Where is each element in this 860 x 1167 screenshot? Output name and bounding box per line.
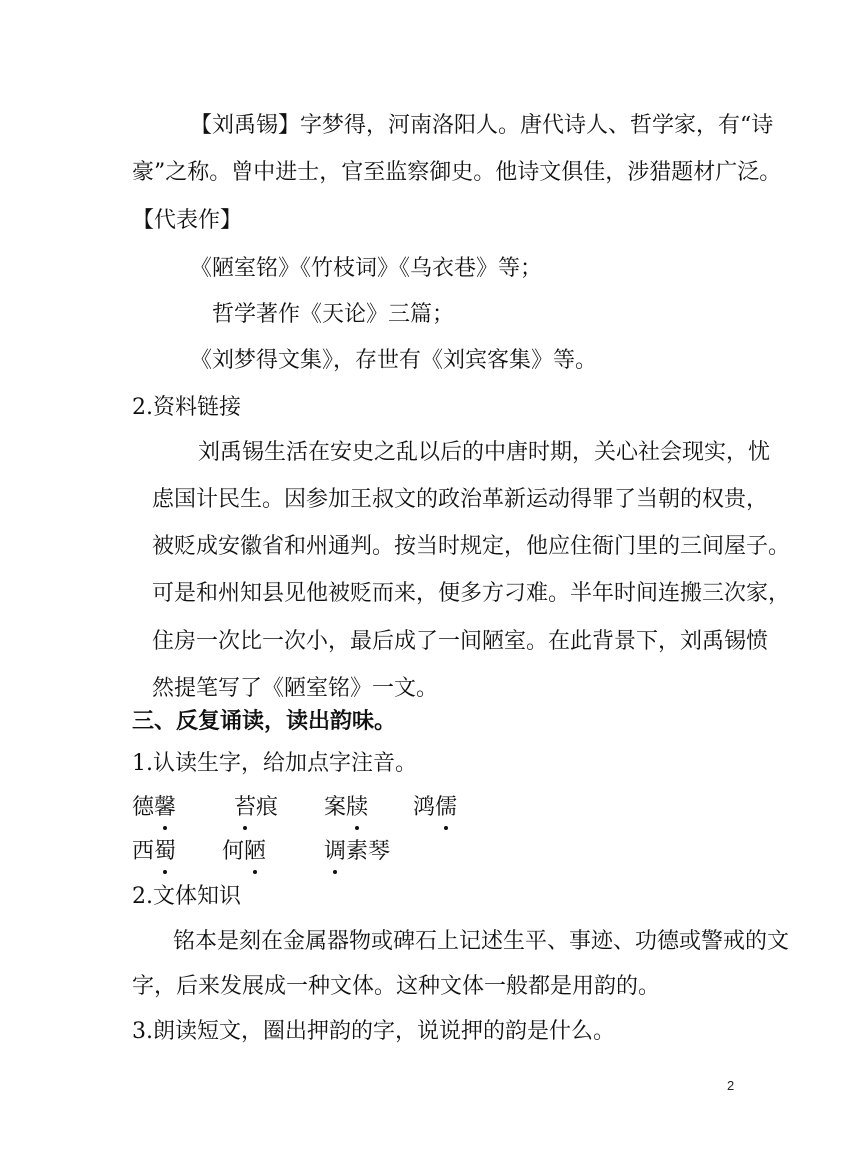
genre-line-2: 字，后来发展成一种文体。这种文体一般都是用韵的。: [132, 974, 661, 999]
dotted-char: 牍: [346, 793, 368, 823]
vocab-char: 德: [132, 795, 155, 820]
vocab-word-2: [234, 793, 278, 823]
vocab-char: 案: [324, 795, 347, 820]
vocab-word-6: [222, 837, 266, 867]
dotted-char: 儒: [435, 793, 457, 823]
dotted-char: 苔: [234, 793, 256, 823]
background-line-4: 可是和州知县见他被贬而来，便多方刁难。半年时间连搬三次家，: [152, 581, 791, 606]
vocab-char: 素琴: [346, 839, 391, 864]
section-3-sub-1: 1.认读生字，给加点字注音。: [132, 751, 417, 776]
vocab-word-3: [324, 793, 368, 823]
background-line-2: 虑国计民生。因参加王叔文的政治革新运动得罪了当朝的权贵，: [152, 487, 769, 512]
bio-line-2: 豪”之称。曾中进士，官至监察御史。他诗文俱佳，涉猎题材广泛。: [132, 160, 782, 185]
background-line-1: 刘禹锡生活在安史之乱以后的中唐时期，关心社会现实，忧: [198, 440, 771, 465]
works-item-2: 哲学著作《天论》三篇；: [212, 302, 455, 327]
background-heading: 2.资料链接: [132, 395, 241, 420]
vocab-char: 何: [222, 839, 245, 864]
works-heading: 【代表作】: [132, 208, 243, 233]
vocab-word-5: [132, 837, 176, 867]
vocab-char: 痕: [256, 795, 279, 820]
section-3-heading: 三、反复诵读，读出韵味。: [132, 708, 397, 734]
background-line-3: 被贬成安徽省和州通判。按当时规定，他应住衙门里的三间屋子。: [152, 534, 791, 559]
vocab-word-4: [413, 793, 457, 823]
section-3-sub-3: 3.朗读短文，圈出押韵的字，说说押的韵是什么。: [132, 1019, 615, 1044]
genre-line-1: 铭本是刻在金属器物或碑石上记述生平、事迹、功德或警戒的文: [173, 929, 790, 954]
dotted-char: 馨: [154, 793, 176, 823]
vocab-char: 西: [132, 839, 155, 864]
dotted-char: 调: [324, 837, 346, 867]
page-number: 2: [727, 1078, 735, 1093]
dotted-char: 陋: [244, 837, 266, 867]
background-line-6: 然提笔写了《陋室铭》一文。: [152, 676, 439, 701]
vocab-word-1: [132, 793, 176, 823]
background-line-5: 住房一次比一次小，最后成了一间陋室。在此背景下，刘禹锡愤: [152, 629, 769, 654]
vocab-char: 鸿: [413, 795, 436, 820]
vocab-word-7: [324, 837, 390, 867]
section-3-sub-2: 2.文体知识: [132, 884, 241, 909]
bio-line-1: 【刘禹锡】字梦得，河南洛阳人。唐代诗人、哲学家，有“诗: [190, 113, 774, 138]
works-item-3: 《刘梦得文集》，存世有《刘宾客集》等。: [190, 348, 598, 373]
works-item-1: 《陋室铭》《竹枝词》《乌衣巷》等；: [190, 256, 543, 281]
dotted-char: 蜀: [154, 837, 176, 867]
